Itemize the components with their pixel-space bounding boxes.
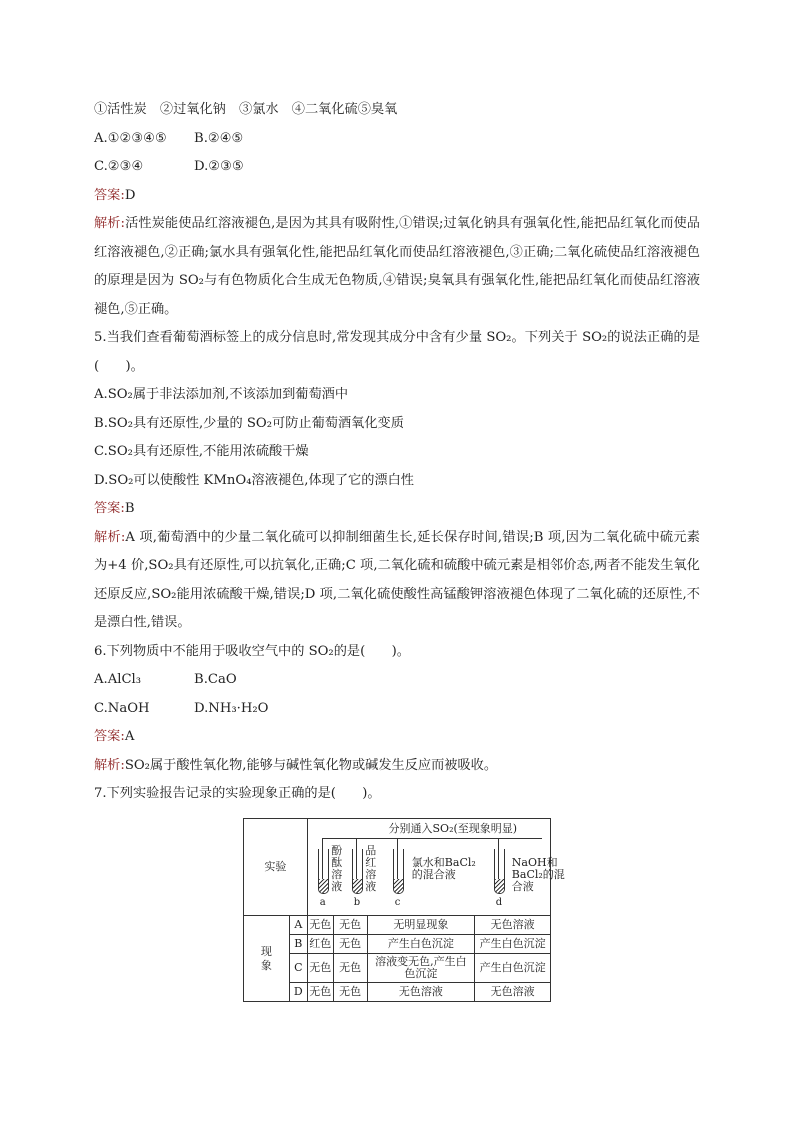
answer-label: 答案: bbox=[94, 187, 125, 203]
analysis-text: 活性炭能使品红溶液褪色,是因为其具有吸附性,①错误;过氧化钠具有强氧化性,能把品红氧化而使品红溶液褪色,②正确;氯水具有强氧化性,能把品红氧化而使品红溶液褪色,③正确;二氧化硫使品红溶液褪色的原理是因为 SO₂与有色物质化合生成无色物质,④错误;臭氧具有强氧化性,能把品红氧化而使品红溶液褪色,⑤正确。 bbox=[94, 216, 700, 317]
row-key: D bbox=[289, 983, 307, 1002]
tube-b-reagent: 品红溶液 bbox=[365, 844, 377, 893]
test-tube-a bbox=[318, 849, 329, 894]
test-tube-d bbox=[494, 849, 505, 894]
cell-d: 产生白色沉淀 bbox=[475, 935, 551, 954]
q4-choices-ab bbox=[94, 125, 700, 154]
gas-manifold-line bbox=[322, 838, 542, 839]
cell-d: 产生白色沉淀 bbox=[475, 954, 551, 983]
tube-diagram-cell bbox=[307, 819, 565, 916]
q6-answer bbox=[94, 723, 700, 752]
q4-options-line: ①活性炭 ②过氧化钠 ③氯水 ④二氧化硫⑤臭氧 bbox=[94, 102, 398, 117]
cell-b: 无色 bbox=[333, 954, 367, 983]
q5-analysis bbox=[94, 524, 700, 638]
q4-option-a: A.①②③④⑤ bbox=[94, 130, 167, 146]
analysis-label: 解析: bbox=[94, 757, 125, 773]
tube-a-reagent: 酚酞溶液 bbox=[331, 844, 343, 893]
analysis-label: 解析: bbox=[94, 529, 126, 545]
side-label: 现象 bbox=[260, 944, 272, 972]
q6-stem: 6.下列物质中不能用于吸收空气中的 SO₂的是( )。 bbox=[94, 643, 410, 659]
gas-inlet-label: 分别通入SO₂(至现象明显) bbox=[388, 822, 518, 835]
q5-stem: 5.当我们查看葡萄酒标签上的成分信息时,常发现其成分中含有少量 SO₂。下列关于 SO₂的说法正确的是( )。 bbox=[94, 330, 700, 374]
document-page bbox=[94, 96, 700, 809]
cell-c: 溶液变无色,产生白色沉淀 bbox=[367, 954, 475, 983]
experiment-table-figure bbox=[243, 818, 565, 1006]
cell-c: 无明显现象 bbox=[367, 916, 475, 935]
table-row bbox=[244, 935, 551, 954]
q4-option-b: B.②④⑤ bbox=[194, 130, 244, 146]
q6-option-d: D.NH₃·H₂O bbox=[194, 700, 269, 716]
q4-option-d: D.②③⑤ bbox=[194, 159, 244, 174]
cell-b: 无色 bbox=[333, 935, 367, 954]
tube-c-label: c bbox=[394, 897, 401, 908]
cell-a: 无色 bbox=[307, 916, 333, 935]
experiment-table bbox=[243, 818, 565, 1002]
cell-c: 产生白色沉淀 bbox=[367, 935, 475, 954]
q6-option-b: B.CaO bbox=[194, 672, 237, 687]
test-tube-b bbox=[352, 849, 363, 894]
cell-b: 无色 bbox=[333, 916, 367, 935]
q7-stem: 7.下列实验报告记录的实验现象正确的是( )。 bbox=[94, 786, 381, 801]
q5-option-a: A.SO₂属于非法添加剂,不该添加到葡萄酒中 bbox=[94, 387, 349, 402]
q5-option-c: C.SO₂具有还原性,不能用浓硫酸干燥 bbox=[94, 444, 309, 459]
row-key: C bbox=[289, 954, 307, 983]
table-row bbox=[244, 916, 551, 935]
q4-answer bbox=[94, 182, 700, 211]
q5-option-d: D.SO₂可以使酸性 KMnO₄溶液褪色,体现了它的漂白性 bbox=[94, 472, 414, 488]
q6-analysis bbox=[94, 752, 700, 781]
answer-value: A bbox=[124, 729, 135, 744]
analysis-text: A 项,葡萄酒中的少量二氧化硫可以抑制细菌生长,延长保存时间,错误;B 项,因为二氧化硫中硫元素为+4 价,SO₂具有还原性,可以抗氧化,正确;C 项,二氧化硫和硫酸中硫元素是相邻价态,两者不能发生氧化还原反应,SO₂能用浓硫酸干燥,错误;D 项,二氧化硫使酸性高锰酸钾溶液褪色体现了二氧化硫的还原性,不是漂白性,错误。 bbox=[94, 529, 700, 630]
tube-diagram bbox=[308, 819, 565, 915]
q6-choices-cd bbox=[94, 695, 700, 724]
header-experiment-cell bbox=[244, 819, 308, 916]
cell-d: 无色溶液 bbox=[475, 983, 551, 1002]
cell-b: 无色 bbox=[333, 983, 367, 1002]
q4-analysis bbox=[94, 210, 700, 324]
cell-a: 无色 bbox=[307, 983, 333, 1002]
answer-label: 答案: bbox=[94, 729, 125, 744]
table-row bbox=[244, 983, 551, 1002]
header-experiment-label: 实验 bbox=[264, 860, 287, 873]
q5-answer bbox=[94, 495, 700, 524]
q6-choices-ab bbox=[94, 666, 700, 695]
cell-a: 无色 bbox=[307, 954, 333, 983]
analysis-label: 解析: bbox=[94, 216, 125, 231]
row-key: A bbox=[289, 916, 307, 935]
tube-d-reagent: NaOH和BaCl₂的混合液 bbox=[511, 856, 565, 893]
tube-c-reagent: 氯水和BaCl₂的混合液 bbox=[411, 856, 476, 881]
q4-option-c: C.②③④ bbox=[94, 159, 144, 174]
tube-b-label: b bbox=[353, 897, 361, 908]
cell-d: 无色溶液 bbox=[475, 916, 551, 935]
tube-a-label: a bbox=[319, 897, 326, 908]
q5-option-b: B.SO₂具有还原性,少量的 SO₂可防止葡萄酒氧化变质 bbox=[94, 415, 404, 431]
answer-value: B bbox=[124, 501, 135, 516]
answer-label: 答案: bbox=[94, 501, 125, 516]
row-key: B bbox=[289, 935, 307, 954]
cell-c: 无色溶液 bbox=[367, 983, 475, 1002]
test-tube-c bbox=[393, 849, 404, 894]
q6-option-a: A.AlCl₃ bbox=[94, 672, 142, 687]
table-row bbox=[244, 954, 551, 983]
q4-choices-cd bbox=[94, 153, 700, 182]
q6-option-c: C.NaOH bbox=[94, 700, 150, 716]
side-label-cell bbox=[244, 916, 290, 1002]
cell-a: 红色 bbox=[307, 935, 333, 954]
answer-value: D bbox=[124, 187, 136, 203]
analysis-text: SO₂属于酸性氧化物,能够与碱性氧化物或碱发生反应而被吸收。 bbox=[124, 757, 498, 773]
tube-d-label: d bbox=[495, 897, 503, 908]
